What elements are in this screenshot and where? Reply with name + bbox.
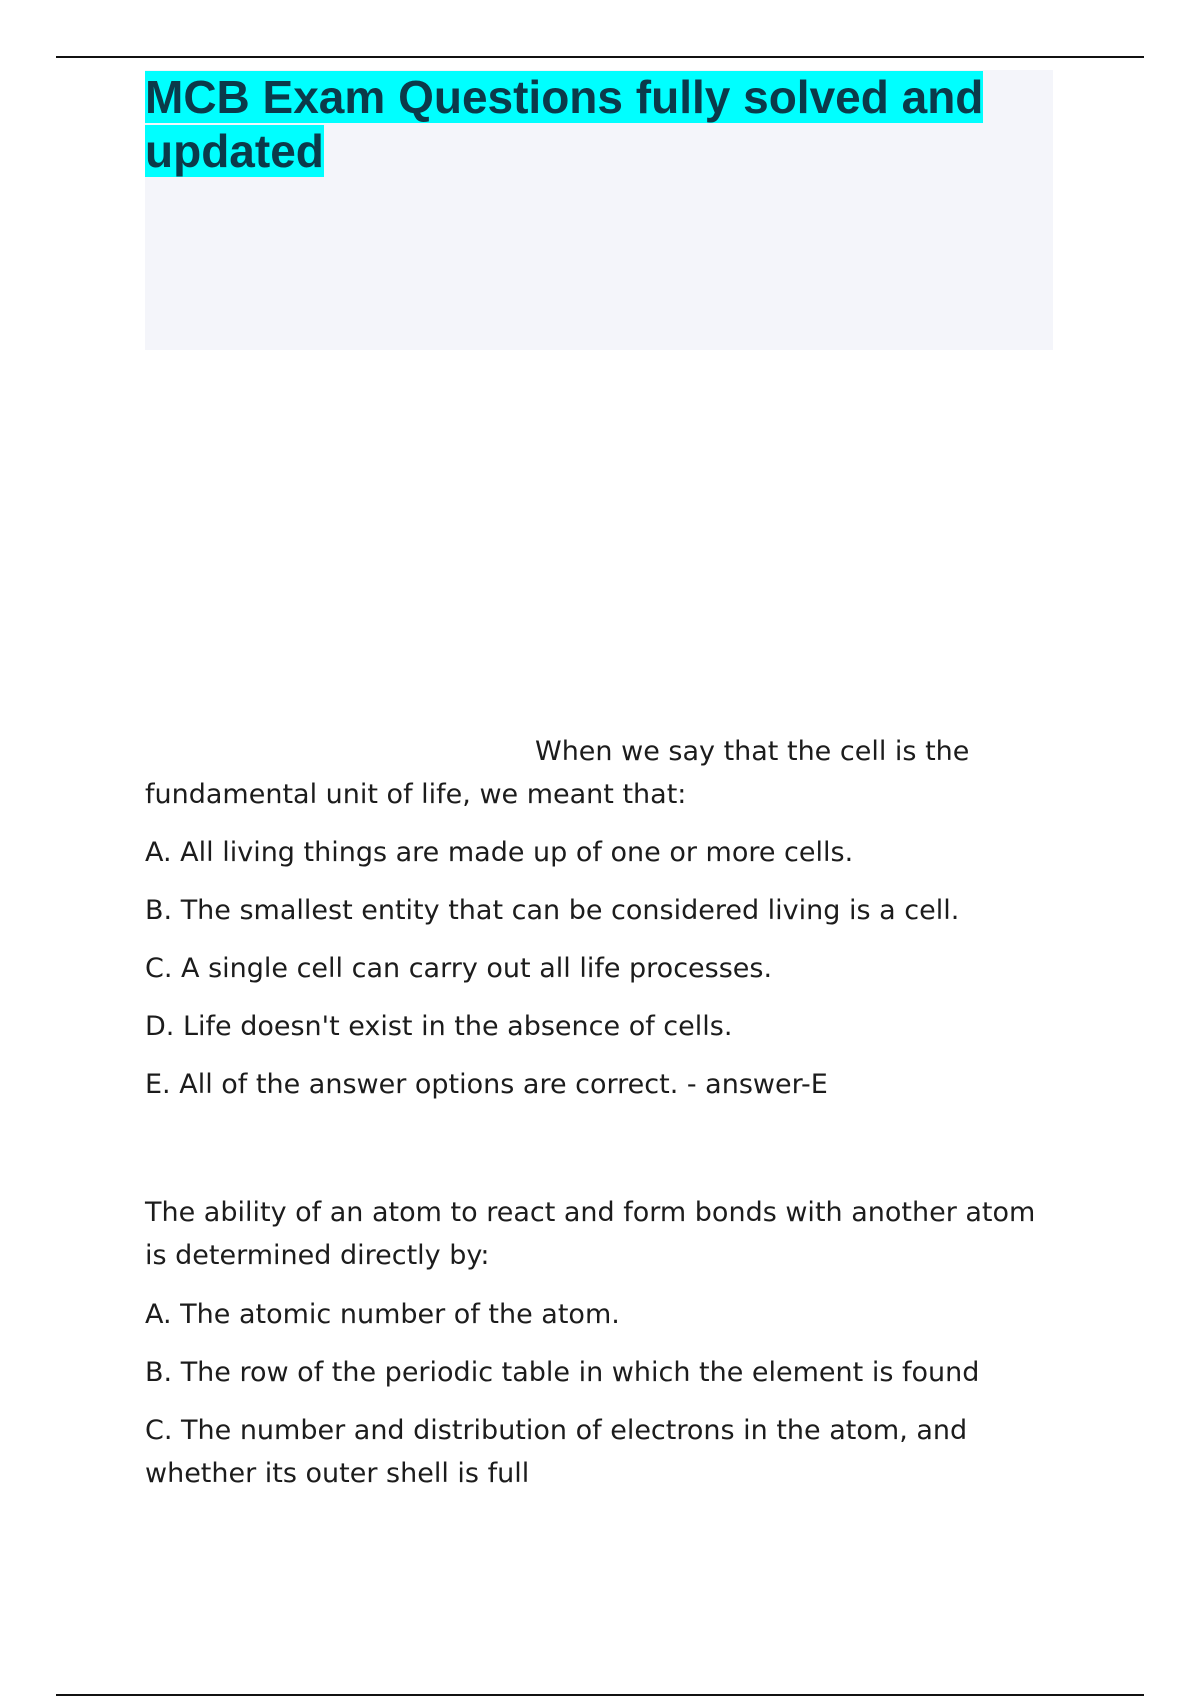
answer-option: D. Life doesn't exist in the absence of cells. bbox=[145, 1011, 733, 1042]
top-rule bbox=[56, 56, 1144, 58]
answer-option: E. All of the answer options are correct. - answer-E bbox=[145, 1069, 828, 1100]
document-title: MCB Exam Questions fully solved and updated bbox=[145, 71, 984, 177]
answer-option: C. The number and distribution of electrons in the atom, and whether its outer shell is full bbox=[145, 1415, 968, 1489]
answer-option: B. The row of the periodic table in which the element is found bbox=[145, 1357, 980, 1388]
answer-option: B. The smallest entity that can be considered living is a cell. bbox=[145, 895, 960, 926]
answer-option: A. All living things are made up of one or more cells. bbox=[145, 837, 854, 868]
answer-option: A. The atomic number of the atom. bbox=[145, 1299, 620, 1330]
bottom-rule bbox=[56, 1694, 1144, 1696]
question-prompt: When we say that the cell is the fundamental unit of life, we meant that: bbox=[145, 736, 970, 810]
question-1 bbox=[145, 730, 1060, 1106]
question-2 bbox=[145, 1191, 1060, 1495]
title-banner bbox=[145, 70, 1053, 350]
document-body bbox=[145, 730, 1060, 1495]
answer-option: C. A single cell can carry out all life processes. bbox=[145, 953, 773, 984]
question-prompt: The ability of an atom to react and form bonds with another atom is determined directly by: bbox=[145, 1197, 1036, 1271]
